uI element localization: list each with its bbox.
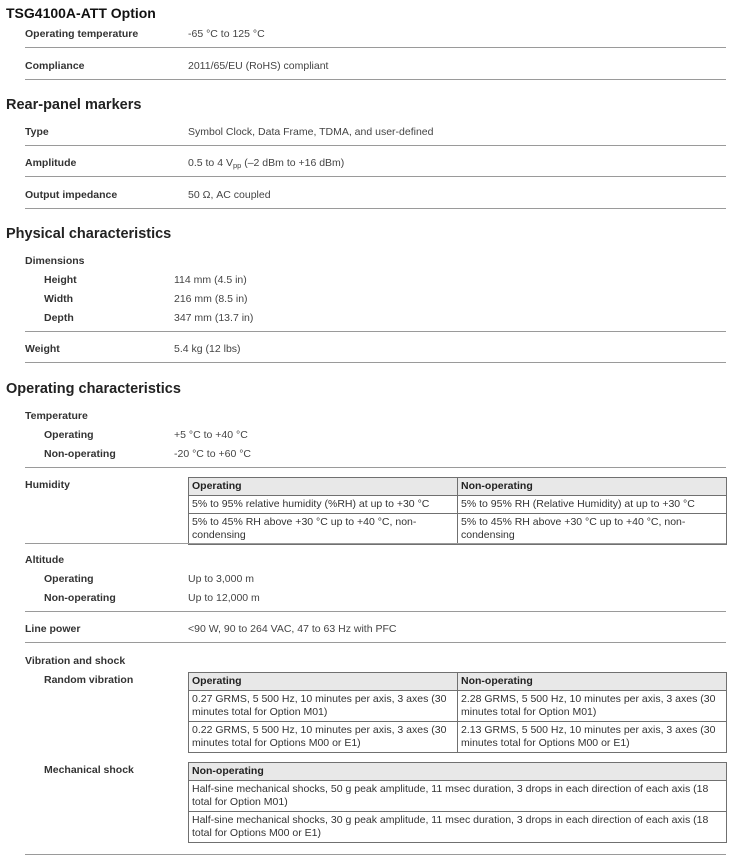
rear-panel-heading: Rear-panel markers: [6, 97, 142, 113]
type-label: Type: [25, 126, 49, 138]
width-label: Width: [44, 293, 74, 305]
table-row: [189, 691, 727, 722]
random-vibration-label: Random vibration: [44, 674, 134, 686]
table-header-cell: Non-operating: [458, 478, 727, 496]
table-row: [189, 514, 727, 545]
altitude-operating-value: Up to 3,000 m: [188, 573, 254, 585]
amplitude-label: Amplitude: [25, 157, 77, 169]
table-header-cell: Non-operating: [458, 673, 727, 691]
altitude-operating-label: Operating: [44, 573, 94, 585]
height-value: 114 mm (4.5 in): [174, 274, 247, 286]
table-cell: 0.27 GRMS, 5 500 Hz, 10 minutes per axis, 3 axes (30 minutes total for Option M01): [189, 691, 458, 722]
type-value: Symbol Clock, Data Frame, TDMA, and user-defined: [188, 126, 434, 138]
humidity-label: Humidity: [25, 479, 70, 491]
compliance-value: 2011/65/EU (RoHS) compliant: [188, 60, 329, 72]
divider: [25, 145, 726, 146]
divider: [25, 854, 726, 855]
mechanical-shock-label: Mechanical shock: [44, 764, 134, 776]
altitude-label: Altitude: [25, 554, 65, 566]
table-cell: 2.28 GRMS, 5 500 Hz, 10 minutes per axis, 3 axes (30 minutes total for Option M01): [458, 691, 727, 722]
table-cell: 5% to 95% relative humidity (%RH) at up to +30 °C: [189, 496, 458, 514]
table-header-cell: Operating: [189, 478, 458, 496]
altitude-non-operating-value: Up to 12,000 m: [188, 592, 260, 604]
divider: [25, 331, 726, 332]
table-row: [189, 722, 727, 753]
table-header-cell: Non-operating: [189, 763, 727, 781]
operating-temperature-label: Operating temperature: [25, 28, 139, 40]
table-row: [189, 781, 727, 812]
divider: [25, 47, 726, 48]
amplitude-subscript: pp: [232, 161, 242, 170]
depth-label: Depth: [44, 312, 74, 324]
divider: [25, 362, 726, 363]
weight-value: 5.4 kg (12 lbs): [174, 343, 241, 355]
output-impedance-value: 50 Ω, AC coupled: [188, 189, 271, 201]
weight-label: Weight: [25, 343, 60, 355]
temperature-non-operating-value: -20 °C to +60 °C: [174, 448, 251, 460]
table-cell: 2.13 GRMS, 5 500 Hz, 10 minutes per axis, 3 axes (30 minutes total for Options M00 or E1): [458, 722, 727, 753]
dimensions-label: Dimensions: [25, 255, 85, 267]
width-value: 216 mm (8.5 in): [174, 293, 248, 305]
mechanical-shock-table: [188, 762, 727, 843]
humidity-table: [188, 477, 727, 545]
table-cell: 0.22 GRMS, 5 500 Hz, 10 minutes per axis, 3 axes (30 minutes total for Options M00 or E1): [189, 722, 458, 753]
depth-value: 347 mm (13.7 in): [174, 312, 254, 324]
vibration-label: Vibration and shock: [25, 655, 126, 667]
table-row: [189, 812, 727, 843]
divider: [25, 79, 726, 80]
table-cell: 5% to 45% RH above +30 °C up to +40 °C, non-condensing: [189, 514, 458, 545]
height-label: Height: [44, 274, 77, 286]
divider: [25, 642, 726, 643]
output-impedance-label: Output impedance: [25, 189, 118, 201]
operating-temperature-value: -65 °C to 125 °C: [188, 28, 265, 40]
temperature-non-operating-label: Non-operating: [44, 448, 116, 460]
temperature-label: Temperature: [25, 410, 88, 422]
divider: [25, 176, 726, 177]
temperature-operating-label: Operating: [44, 429, 94, 441]
table-row: [189, 496, 727, 514]
table-cell: 5% to 45% RH above +30 °C up to +40 °C, non-condensing: [458, 514, 727, 545]
amplitude-value: 0.5 to 4 $V_{pp}$ (–2 dBm to +16 dBm): [188, 157, 345, 170]
operating-heading: Operating characteristics: [6, 381, 181, 397]
table-header-cell: Operating: [189, 673, 458, 691]
table-header-row: [189, 673, 727, 691]
table-cell: Half-sine mechanical shocks, 30 g peak amplitude, 11 msec duration, 3 drops in each direction of each axis (18 total for Options M00 or E1): [189, 812, 727, 843]
altitude-non-operating-label: Non-operating: [44, 592, 116, 604]
table-cell: 5% to 95% RH (Relative Humidity) at up to +30 °C: [458, 496, 727, 514]
table-header-row: [189, 478, 727, 496]
divider: [25, 543, 726, 544]
line-power-value: <90 W, 90 to 264 VAC, 47 to 63 Hz with PFC: [188, 623, 397, 635]
divider: [25, 467, 726, 468]
compliance-label: Compliance: [25, 60, 85, 72]
temperature-operating-value: +5 °C to +40 °C: [174, 429, 248, 441]
table-header-row: [189, 763, 727, 781]
table-cell: Half-sine mechanical shocks, 50 g peak amplitude, 11 msec duration, 3 drops in each direction of each axis (18 total for Option M01): [189, 781, 727, 812]
random-vibration-table: [188, 672, 727, 753]
divider: [25, 208, 726, 209]
physical-heading: Physical characteristics: [6, 226, 172, 242]
option-title: TSG4100A-ATT Option: [6, 5, 156, 21]
divider: [25, 611, 726, 612]
line-power-label: Line power: [25, 623, 81, 635]
